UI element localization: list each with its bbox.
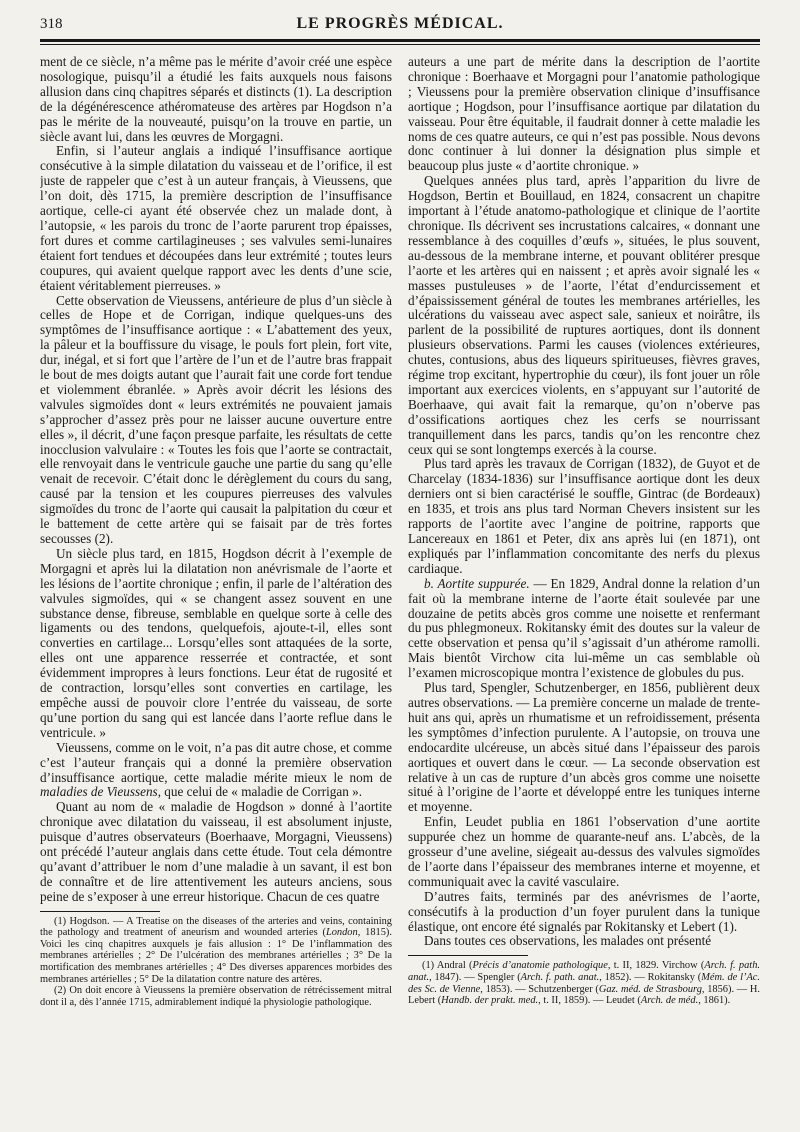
left-paragraph-4: Un siècle plus tard, en 1815, Hogdson décrit à l’exemple de Morgagni et après lui la dilatation non anévrismale de l’aorte et les lésions de l’aortite chronique ; enfin, il parle de l’altération des valvules sigmoïdes, qui « se changent assez souvent en une substance dense, fibreuse, semblable en quelque sorte à celle des ligaments ou des tendons, quelquefois, ajoute-t-il, elles sont converties en cartilage... Lorsqu’elles sont attaquées de la sorte, elles ont une apparence resserrée et contractée, et sont évidemment impropres à leurs fonctions. Leur état de rugosité et de contraction, lorsqu’elles sont converties en cartilage, les empêche aussi de pouvoir clore l’entrée du vaisseau, de sorte qu’une portion du sang qui est lancée dans l’aorte reflue dans le ventricule. » bbox=[40, 545, 392, 740]
left-p5-text-b: , que celui de « maladie de Corrigan ». bbox=[157, 784, 363, 800]
right-paragraph-7: D’autres faits, terminés par des anévrismes de l’aorte, consécutifs à la production d’un foyer purulent dans la tunique élastique, ont encore été signalés par Rokitansky et Lebert (1). bbox=[408, 888, 760, 934]
right-fn1-em2: Arch. f. path. anat. bbox=[408, 960, 760, 983]
right-paragraph-3: Plus tard après les travaux de Corrigan (1832), de Guyot et de Charcelay (1834-1836) sur l’insuffisance aortique dont les deux derniers ont si bien caractérisé le souffle, Gintrac (de Bordeaux) en 1835, et trois ans plus tard Norman Chevers insistent sur les rapports de l’aortite avec l’angine de poitrine, rapports que Lancereaux en 1861 et Peter, dix ans après lui (en 1871), ont expliqués par l’inflammation concomitante des nerfs du plexus cardiaque. bbox=[408, 456, 760, 576]
left-paragraph-6: Quant au nom de « maladie de Hogdson » donné à l’aortite chronique avec dilatation du vaisseau, il est absolument injuste, puisque d’autres observateurs (Boerhaave, Morgagni, Vieussens) ont précédé l’auteur anglais dans cette étude. Tout cela démontre qu’avant d’attribuer le nom d’une maladie à un savant, il est bon de connaître et de lire attentivement les auteurs anciens, sous peine de s’exposer à une erreur historique. Chacun de ces quatre bbox=[40, 799, 392, 904]
right-fn1-em1: Précis d’anatomie pathologique bbox=[472, 960, 608, 972]
left-body bbox=[40, 55, 392, 905]
right-fn1-em5: Gaz. méd. de Strasbourg bbox=[598, 983, 702, 995]
left-paragraph-1: ment de ce siècle, n’a même pas le mérite d’avoir créé une espèce nosologique, puisqu’il a étudié les faits auxquels nous faisons allusion dans cinq chapitres séparés et distincts (1). La description de la dégénérescence athéromateuse des artères par Hogdson n’a pas le mérite de la nouveauté, puisqu’on la trouve en partie, un siècle avant lui, dans les œuvres de Morgagni. bbox=[40, 55, 392, 144]
right-footnote-1 bbox=[408, 960, 760, 1006]
right-fn1-a: (1) Andral ( bbox=[422, 960, 473, 972]
right-fn1-b: , t. II, 1829. Virchow ( bbox=[607, 960, 705, 972]
right-fn1-em4: Mém. de l’Ac. des Sc. de Vienne bbox=[408, 971, 760, 995]
header-rule-thick bbox=[40, 39, 760, 42]
right-fn1-em6: Handb. der prakt. med. bbox=[441, 995, 539, 1007]
right-paragraph-6: Enfin, Leudet publia en 1861 l’observation d’une aortite suppurée chez un homme de quarante-neuf ans. L’abcès, de la grosseur d’une aveline, siégeait au-dessus des valvules sigmoïdes de l’aorte dans l’épaisseur des membranes interne et moyenne, et communiquait avec la cavité vasculaire. bbox=[408, 814, 760, 889]
right-paragraph-5: Plus tard, Spengler, Schutzenberger, en 1856, publièrent deux autres observations. — La première concerne un malade de trente-huit ans qui, après un rhumatisme et un refroidissement, présenta les symptômes d’infection purulente. A l’autopsie, on trouva une endocardite ulcéreuse, un abcès situé dans l’épaisseur des parois aortiques et ouvert dans le cœur. — La seconde observation est relative à un cas de rupture d’un abcès gros comme une noisette situé à l’origine de l’aorte et développé entre les tuniques interne et moyenne. bbox=[408, 680, 760, 815]
right-p4-text: — En 1829, Andral donne la relation d’un fait où la membrane interne de l’aorte était soulevée par une douzaine de petits abcès gros comme une noisette et renfermant du pus phlegmoneux. Rokitansky émit des doutes sur la valeur de cette observation et pensa qu’il s’agissait d’un athérome ramolli. Mais bientôt Virchow cita lui-même un cas semblable où l’examen microscopique montra l’existence de globules du pus. bbox=[408, 575, 760, 681]
right-column bbox=[408, 55, 760, 1115]
right-paragraph-4 bbox=[408, 577, 760, 681]
right-fn1-c: , 1847). — Spengler ( bbox=[429, 971, 521, 983]
right-fn1-em7: Arch. de méd. bbox=[640, 995, 699, 1007]
right-footnote-rule bbox=[408, 955, 528, 956]
journal-title: LE PROGRÈS MÉDICAL. bbox=[296, 15, 504, 32]
right-fn1-em3: Arch. f. path. anat. bbox=[520, 971, 600, 983]
left-fn1-italic: London bbox=[325, 927, 358, 939]
left-p5-text-a: Vieussens, comme on le voit, n’a pas dit autre chose, et comme c’est l’auteur français qui a donné la première observation d’insuffisance aortique, cette maladie mérite mieux le nom de bbox=[40, 739, 392, 785]
right-paragraph-1: auteurs a une part de mérite dans la description de l’aortite chronique : Boerhaave et Morgagni pour l’anatomie pathologique ; Vieussens pour la première observation clinique d’insuffisance aortique ; Hogdson, pour l’insuffisance aortique par dilatation du vaisseau. Pour être équitable, il faudrait donner à cette maladie les noms de ces quatre auteurs, ce qui n’est pas possible. Nous devons donc continuer à lui donner la désignation plus simple et beaucoup plus juste « d’aortite chronique. » bbox=[408, 55, 760, 174]
left-p5-italic: maladies de Vieussens bbox=[40, 784, 158, 800]
right-fn1-f: , 1856). — H. Lebert ( bbox=[408, 983, 760, 1007]
right-body bbox=[408, 55, 760, 949]
section-heading-aortite-suppuree: b. Aortite suppurée. bbox=[424, 575, 530, 591]
header-rule-thin bbox=[40, 44, 760, 45]
left-footnotes bbox=[40, 916, 392, 1009]
right-fn1-h: , 1861). bbox=[698, 995, 731, 1007]
left-footnote-1 bbox=[40, 916, 392, 986]
right-fn1-g: , t. II, 1859). — Leudet ( bbox=[538, 995, 641, 1007]
right-fn1-e: , 1853). — Schutzenberger ( bbox=[480, 983, 599, 995]
left-paragraph-3: Cette observation de Vieussens, antérieure de plus d’un siècle à celles de Hope et de Corrigan, indique quelques-uns des symptômes de l’insuffisance aortique : « L’abattement des yeux, la pâleur et la bouffissure du visage, le pouls fort plein, fort vite, dur, inégal, et si fort que l’artère de l’un et de l’autre bras frappait le bout de mes doigts autant que l’aurait fait une corde fort tendue et violemment ébranlée. » Après avoir décrit les lésions des valvules sigmoïdes dont « leurs extrémités ne pouvaient jamais s’approcher d’assez près pour ne laisser aucune ouverture entre elles », il décrit, d’une façon presque parfaite, les résultats de cette inocclusion valvulaire : « Toutes les fois que l’aorte se contractait, elle renvoyait dans le ventricule gauche une partie du sang qu’elle venait de recevoir. C’était donc le dérèglement du cours du sang, causé par la tension et les coupures pierreuses des valvules sigmoïdes du tronc de l’aorte qui causait la palpitation du cœur et le battement de cette artère qui se faisait par de très fortes secousses (2). bbox=[40, 292, 392, 546]
page-header bbox=[40, 14, 760, 36]
right-footnotes bbox=[408, 960, 760, 1006]
right-paragraph-8: Dans toutes ces observations, les malades ont présenté bbox=[424, 933, 712, 949]
left-footnote-rule bbox=[40, 911, 160, 912]
left-column bbox=[40, 55, 392, 1115]
page-number: 318 bbox=[40, 16, 63, 32]
left-fn1-text-b: , 1815). Voici les cinq chapitres auxquels je fais allusion : 1° De l’inflammation des membranes artérielles ; 2° De l’ulcération des membranes artérielles ; 3° De la mortification des membranes artérielles ; 4° Des diverses apparences morbides des membranes artérielles ; 5° De la dilatation contre nature des artères. bbox=[40, 927, 392, 985]
text-columns bbox=[40, 55, 760, 1115]
left-fn1-text-a: (1) Hogdson. — A Treatise on the diseases of the arteries and veins, containing the pathology and treatment of aneurism and wounded arteries ( bbox=[40, 915, 392, 939]
left-paragraph-5 bbox=[40, 741, 392, 801]
left-paragraph-2: Enfin, si l’auteur anglais a indiqué l’insuffisance aortique consécutive à la simple dilatation du vaisseau et de l’orifice, il est juste de rappeler que c’est à un auteur français, à Vieussens, que l’on doit, dès 1715, la première description de l’insuffisance aortique, celle-ci ayant été observée chez un malade dont, à l’autopsie, « les parois du tronc de l’aorte parurent trop épaisses, fort dures et comme cartilagineuses ; ses valvules semi-lunaires étaient fort tendues et découpées dans leur extrémité ; toutes leurs coupures, qui avaient quelque rapport avec les dents d’une scie, étaient véritablement pierreuses. » bbox=[40, 143, 392, 293]
right-fn1-d: , 1852). — Rokitansky ( bbox=[599, 971, 702, 983]
left-footnote-2: (2) On doit encore à Vieussens la première observation de rétrécissement mitral dont il a, dès l’année 1715, admirablement indiqué la physiologie pathologique. bbox=[40, 985, 392, 1008]
right-paragraph-2: Quelques années plus tard, après l’apparition du livre de Hogdson, Bertin et Bouillaud, en 1824, consacrent un chapitre important à l’étude anatomo-pathologique et clinique de l’aortite chronique. Ils décrivent ses incrustations calcaires, « donnant une ressemblance à des coquilles d’œufs », situées, le plus souvent, au-dessous de la membrane interne, et pouvant oblitérer presque l’aorte et les artères qui en naissent ; et après avoir signalé les « masses pustuleuses » de l’aorte, l’état d’endurcissement et d’épaississement général de toutes les membranes artérielles, les ulcérations du vaisseau avec aspect sale, sanieux et noirâtre, ils parlent de la possibilité de ruptures aortiques, dont ils donnent plusieurs observations. Parmi les causes (violences extérieures, chutes, contusions, abus des liqueurs spiritueuses, fièvres graves, régime trop excitant, hypertrophie du cœur), ils font jouer un rôle important aux exercices violents, en s’appuyant sur l’autorité de Boerhaave, qui avait fait la remarque, qu’on n’oberve pas d’ossifications aortiques chez les cerfs se nourrissant tranquillement dans les parcs, tandis qu’on les rencontre chez ceux qui se sont longtemps exercés à la course. bbox=[408, 173, 760, 457]
